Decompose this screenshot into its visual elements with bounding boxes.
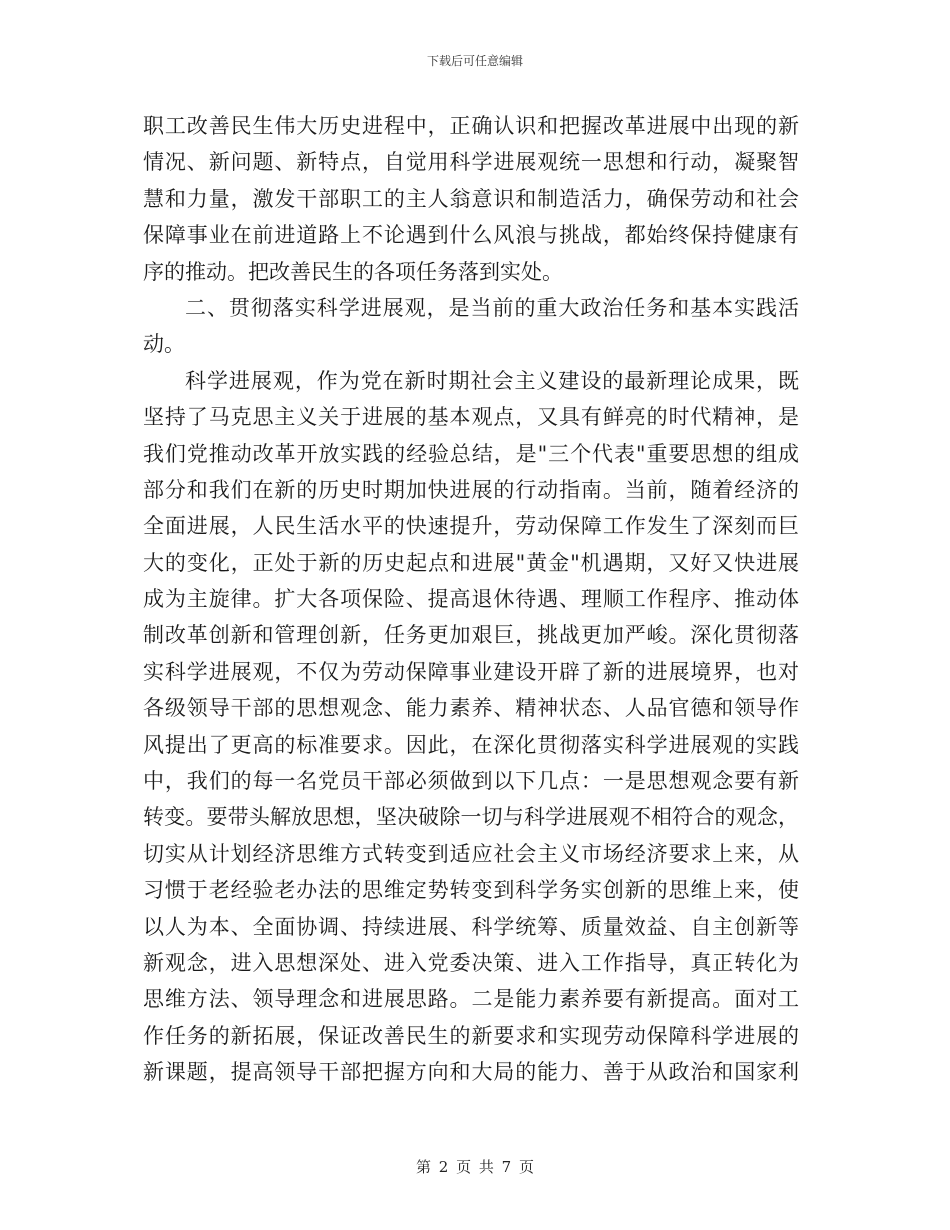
text-line: 中，我们的每一名党员干部必须做到以下几点：一是思想观念要有新 bbox=[143, 769, 799, 794]
text-line: 全面进展，人民生活水平的快速提升，劳动保障工作发生了深刻而巨 bbox=[143, 514, 799, 539]
page-number-footer: 第 2 页 共 7 页 bbox=[416, 1158, 534, 1176]
text-line: 习惯于老经验老办法的思维定势转变到科学务实创新的思维上来，使 bbox=[143, 878, 799, 903]
text-line: 科学进展观，作为党在新时期社会主义建设的最新理论成果，既 bbox=[185, 368, 799, 393]
text-line: 情况、新问题、新特点，自觉用科学进展观统一思想和行动，凝聚智 bbox=[143, 150, 799, 175]
text-line: 制改革创新和管理创新，任务更加艰巨，挑战更加严峻。深化贯彻落 bbox=[143, 623, 799, 648]
text-line: 慧和力量，激发干部职工的主人翁意识和制造活力，确保劳动和社会 bbox=[143, 186, 799, 211]
text-line: 实科学进展观，不仅为劳动保障事业建设开辟了新的进展境界，也对 bbox=[143, 659, 799, 684]
text-line: 大的变化，正处于新的历史起点和进展"黄金"机遇期，又好又快进展 bbox=[143, 550, 799, 575]
text-line: 切实从计划经济思维方式转变到适应社会主义市场经济要求上来，从 bbox=[143, 841, 799, 866]
text-line: 保障事业在前进道路上不论遇到什么风浪与挑战，都始终保持健康有 bbox=[143, 223, 799, 248]
text-line: 坚持了马克思主义关于进展的基本观点，又具有鲜亮的时代精神，是 bbox=[143, 405, 799, 430]
text-line: 各级领导干部的思想观念、能力素养、精神状态、人品官德和领导作 bbox=[143, 696, 799, 721]
text-line: 动。 bbox=[143, 332, 185, 357]
text-line: 以人为本、全面协调、持续进展、科学统筹、质量效益、自主创新等 bbox=[143, 914, 799, 939]
text-line: 职工改善民生伟大历史进程中，正确认识和把握改革进展中出现的新 bbox=[143, 114, 799, 138]
text-line: 成为主旋律。扩大各项保险、提高退休待遇、理顺工作程序、推动体 bbox=[143, 587, 799, 612]
text-line: 思维方法、领导理念和进展思路。二是能力素养要有新提高。面对工 bbox=[143, 987, 799, 1012]
text-line: 新课题，提高领导干部把握方向和大局的能力、善于从政治和国家利 bbox=[143, 1060, 799, 1085]
text-line: 作任务的新拓展，保证改善民生的新要求和实现劳动保障科学进展的 bbox=[143, 1023, 799, 1048]
text-line: 风提出了更高的标准要求。因此，在深化贯彻落实科学进展观的实践 bbox=[143, 732, 799, 757]
text-line: 我们党推动改革开放实践的经验总结，是"三个代表"重要思想的组成 bbox=[143, 441, 799, 466]
text-line: 新观念，进入思想深处、进入党委决策、进入工作指导，真正转化为 bbox=[143, 950, 799, 975]
text-line: 二、贯彻落实科学进展观，是当前的重大政治任务和基本实践活 bbox=[185, 295, 799, 320]
document-body bbox=[143, 108, 799, 1091]
text-line: 转变。要带头解放思想，坚决破除一切与科学进展观不相符合的观念， bbox=[143, 805, 799, 830]
text-line: 序的推动。把改善民生的各项任务落到实处。 bbox=[143, 259, 563, 284]
text-line: 部分和我们在新的历史时期加快进展的行动指南。当前，随着经济的 bbox=[143, 477, 799, 502]
page-header: 下载后可任意编辑 bbox=[426, 54, 523, 68]
